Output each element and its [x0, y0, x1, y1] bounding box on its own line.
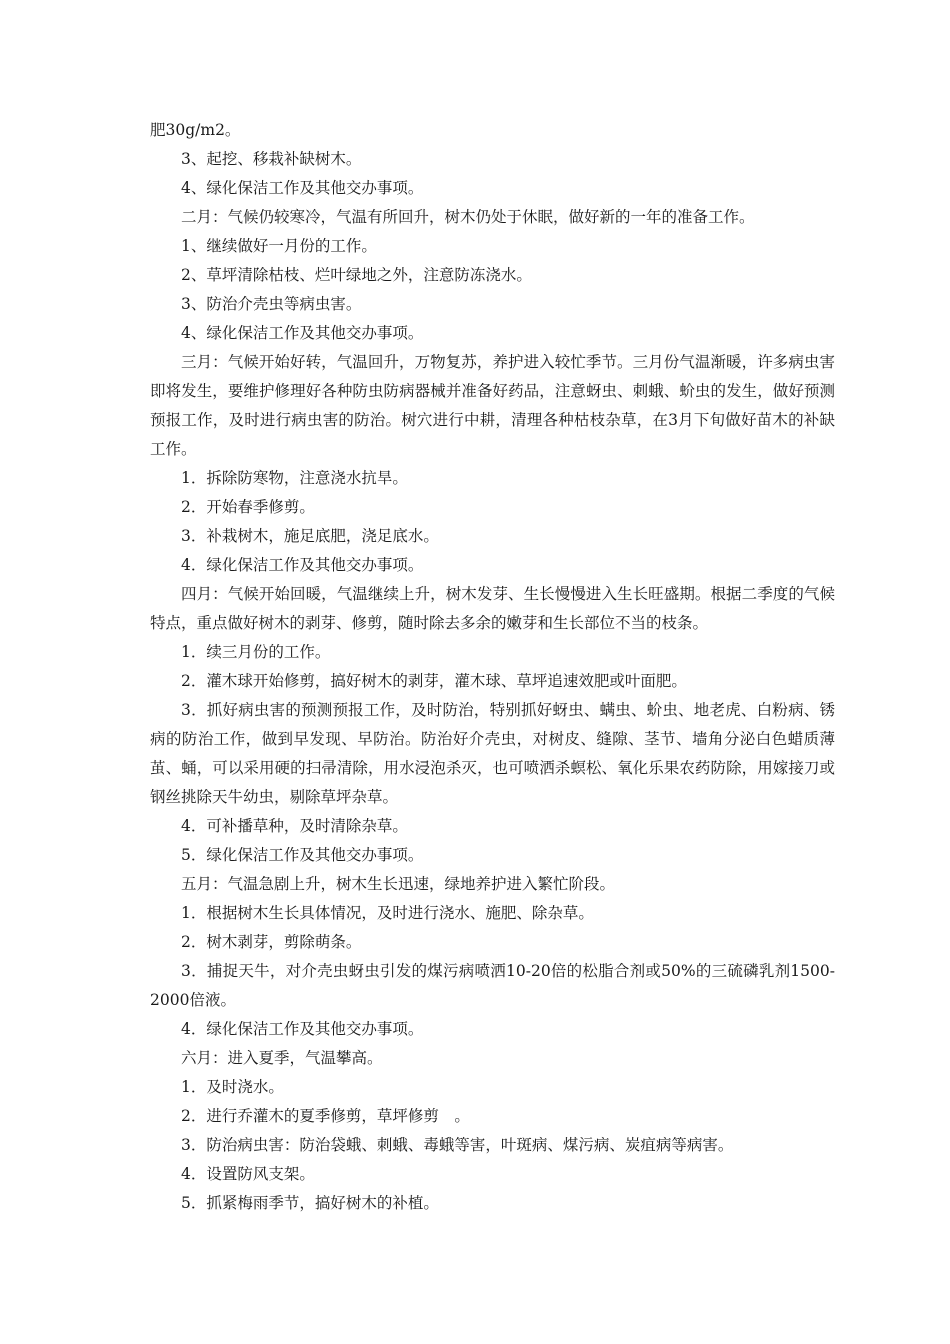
- paragraph: 5．抓紧梅雨季节，搞好树木的补植。: [181, 1194, 439, 1212]
- paragraph: 4．绿化保洁工作及其他交办事项。: [181, 1020, 424, 1038]
- paragraph: 1．根据树木生长具体情况，及时进行浇水、施肥、除杂草。: [181, 904, 594, 922]
- paragraph: 4．设置防风支架。: [181, 1165, 315, 1183]
- paragraph: 4．可补播草种，及时清除杂草。: [181, 817, 408, 835]
- paragraph-month-heading: 四月：气候开始回暖，气温继续上升，树木发芽、生长慢慢进入生长旺盛期。根据二季度的气候特点，重点做好树木的剥芽、修剪，随时除去多余的嫩芽和生长部位不当的枝条。: [150, 585, 835, 632]
- paragraph: 3．补栽树木，施足底肥，浇足底水。: [181, 527, 439, 545]
- paragraph-month-heading: 五月：气温急剧上升，树木生长迅速，绿地养护进入繁忙阶段。: [181, 875, 616, 893]
- paragraph: 3、防治介壳虫等病虫害。: [181, 295, 362, 313]
- paragraph: 1．及时浇水。: [181, 1078, 284, 1096]
- paragraph: 3．防治病虫害：防治袋蛾、刺蛾、毒蛾等害，叶斑病、煤污病、炭疽病等病害。: [181, 1136, 734, 1154]
- paragraph-month-heading: 六月：进入夏季，气温攀高。: [181, 1049, 383, 1067]
- paragraph: 5．绿化保洁工作及其他交办事项。: [181, 846, 424, 864]
- paragraph-month-heading: 三月：气候开始好转，气温回升，万物复苏，养护进入较忙季节。三月份气温渐暖，许多病虫害即将发生，要维护修理好各种防虫防病器械并准备好药品，注意蚜虫、刺蛾、蚧虫的发生，做好预测预报工作，及时进行病虫害的防治。树穴进行中耕，清理各种枯枝杂草，在3月下旬做好苗木的补缺工作。: [150, 353, 835, 458]
- paragraph: 1．续三月份的工作。: [181, 643, 331, 661]
- paragraph: 4、绿化保洁工作及其他交办事项。: [181, 324, 424, 342]
- paragraph: 4、绿化保洁工作及其他交办事项。: [181, 179, 424, 197]
- paragraph: 1．拆除防寒物，注意浇水抗旱。: [181, 469, 408, 487]
- paragraph: 4．绿化保洁工作及其他交办事项。: [181, 556, 424, 574]
- paragraph: 肥30g/m2。: [150, 121, 241, 139]
- paragraph: 3．捕捉天牛，对介壳虫蚜虫引发的煤污病喷洒10-20倍的松脂合剂或50%的三硫磷乳剂1500-2000倍液。: [150, 962, 835, 1009]
- paragraph: 3．抓好病虫害的预测预报工作，及时防治，特别抓好蚜虫、螨虫、蚧虫、地老虎、白粉病、锈病的防治工作，做到早发现、早防治。防治好介壳虫，对树皮、缝隙、茎节、墙角分泌白色蜡质薄茧、蛹，可以采用硬的扫帚清除，用水浸泡杀灭，也可喷洒杀螟松、氧化乐果农药防除，用嫁接刀或钢丝挑除天牛幼虫，剔除草坪杂草。: [150, 701, 835, 806]
- paragraph: 2．树木剥芽，剪除萌条。: [181, 933, 362, 951]
- paragraph: 3、起挖、移栽补缺树木。: [181, 150, 362, 168]
- paragraph: 2、草坪清除枯枝、烂叶绿地之外，注意防冻浇水。: [181, 266, 532, 284]
- paragraph: 2．开始春季修剪。: [181, 498, 315, 516]
- document-page: [150, 116, 835, 1218]
- paragraph-month-heading: 二月：气候仍较寒冷，气温有所回升，树木仍处于休眠，做好新的一年的准备工作。: [181, 208, 755, 226]
- paragraph: 2．灌木球开始修剪，搞好树木的剥芽，灌木球、草坪追速效肥或叶面肥。: [181, 672, 687, 690]
- paragraph: 2．进行乔灌木的夏季修剪，草坪修剪 。: [181, 1107, 470, 1125]
- paragraph: 1、继续做好一月份的工作。: [181, 237, 377, 255]
